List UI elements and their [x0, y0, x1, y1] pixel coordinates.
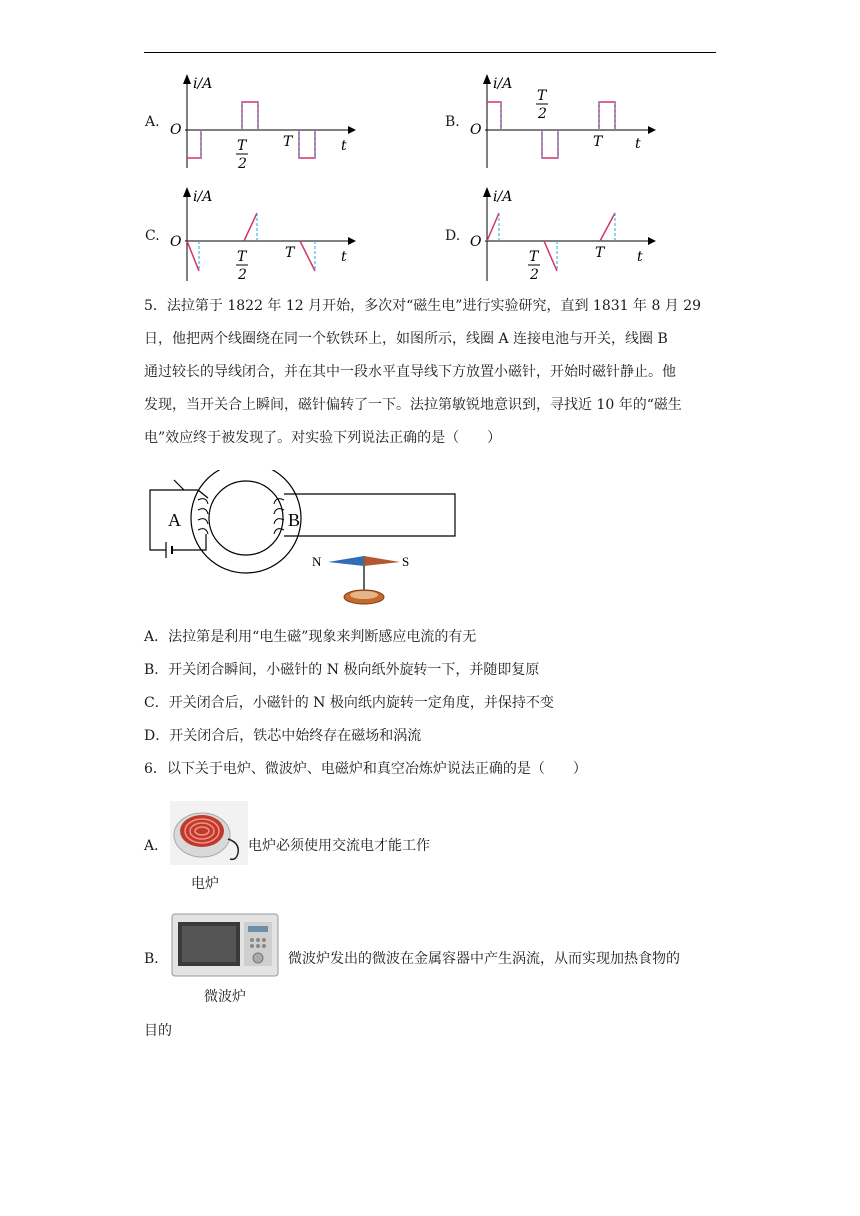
period-label: T — [595, 245, 605, 261]
needle-n-label: N — [312, 554, 322, 569]
graph-option-a-letter: A. — [145, 114, 160, 130]
origin-label: O — [470, 122, 482, 138]
half-period-denominator: 2 — [538, 106, 547, 122]
graph-d — [465, 183, 705, 283]
q6-option-a-letter: A． — [144, 838, 169, 854]
coil-a-label: A — [168, 510, 181, 530]
electric-stove-caption: 电炉 — [191, 876, 219, 892]
period-label: T — [593, 134, 603, 150]
q6-option-b-continuation: 目的 — [144, 1023, 172, 1039]
electric-stove-image — [170, 801, 248, 865]
t-axis-label: t — [635, 136, 641, 152]
q5-stem-line-3: 通过较长的导线闭合，并在其中一段水平直导线下方放置小磁针，开始时磁针静止。他 — [144, 364, 676, 380]
q5-option-d: D．开关闭合后，铁芯中始终存在磁场和涡流 — [144, 728, 422, 744]
graph-option-d-letter: D. — [445, 228, 461, 244]
q5-option-c: C．开关闭合后，小磁针的 N 极向纸内旋转一定角度，并保持不变 — [144, 695, 554, 711]
q6-option-b-letter: B． — [144, 951, 169, 967]
q5-stem-line-1: 5．法拉第于 1822 年 12 月开始，多次对“磁生电”进行实验研究，直到 1831 年 8 月 29 — [144, 298, 702, 314]
graph-option-c-letter: C. — [145, 228, 160, 244]
half-period-numerator: T — [529, 249, 539, 265]
graph-option-b-letter: B. — [445, 114, 460, 130]
needle-s-label: S — [402, 554, 410, 569]
q5-option-b: B．开关闭合瞬间，小磁针的 N 极向纸外旋转一下，并随即复原 — [144, 662, 540, 678]
coil-b-label: B — [288, 510, 301, 530]
q6-stem: 6．以下关于电炉、微波炉、电磁炉和真空冶炼炉说法正确的是（ ） — [144, 761, 587, 777]
header-rule — [144, 52, 716, 53]
period-label: T — [283, 134, 293, 150]
period-label: T — [285, 245, 295, 261]
half-period-numerator: T — [537, 88, 547, 104]
q5-stem-line-4: 发现，当开关合上瞬间，磁针偏转了一下。法拉第敏锐地意识到，寻找近 10 年的“磁生 — [144, 397, 682, 413]
microwave-caption: 微波炉 — [204, 989, 246, 1005]
q5-stem-line-5: 电”效应终于被发现了。对实验下列说法正确的是（ ） — [144, 430, 502, 446]
q6-option-b-text: 微波炉发出的微波在金属容器中产生涡流，从而实现加热食物的 — [288, 951, 680, 967]
faraday-ring-figure — [140, 470, 470, 615]
q6-option-a-text: 电炉必须使用交流电才能工作 — [248, 838, 430, 854]
t-axis-label: t — [637, 249, 643, 265]
y-axis-label: i/A — [193, 189, 213, 205]
y-axis-label: i/A — [193, 76, 213, 92]
half-period-denominator: 2 — [238, 156, 247, 170]
half-period-denominator: 2 — [530, 267, 539, 283]
origin-label: O — [170, 122, 182, 138]
y-axis-label: i/A — [493, 76, 513, 92]
microwave-image — [170, 910, 282, 980]
graph-c — [165, 183, 405, 283]
q5-stem-line-2: 日，他把两个线圈绕在同一个软铁环上，如图所示，线圈 A 连接电池与开关，线圈 B — [144, 331, 668, 347]
half-period-numerator: T — [237, 138, 247, 154]
origin-label: O — [170, 234, 182, 250]
t-axis-label: t — [341, 138, 347, 154]
half-period-denominator: 2 — [238, 267, 247, 283]
graph-a — [165, 70, 405, 170]
q5-option-a: A．法拉第是利用“电生磁”现象来判断感应电流的有无 — [144, 629, 477, 645]
t-axis-label: t — [341, 249, 347, 265]
origin-label: O — [470, 234, 482, 250]
half-period-numerator: T — [237, 249, 247, 265]
y-axis-label: i/A — [493, 189, 513, 205]
graph-b — [465, 70, 705, 170]
